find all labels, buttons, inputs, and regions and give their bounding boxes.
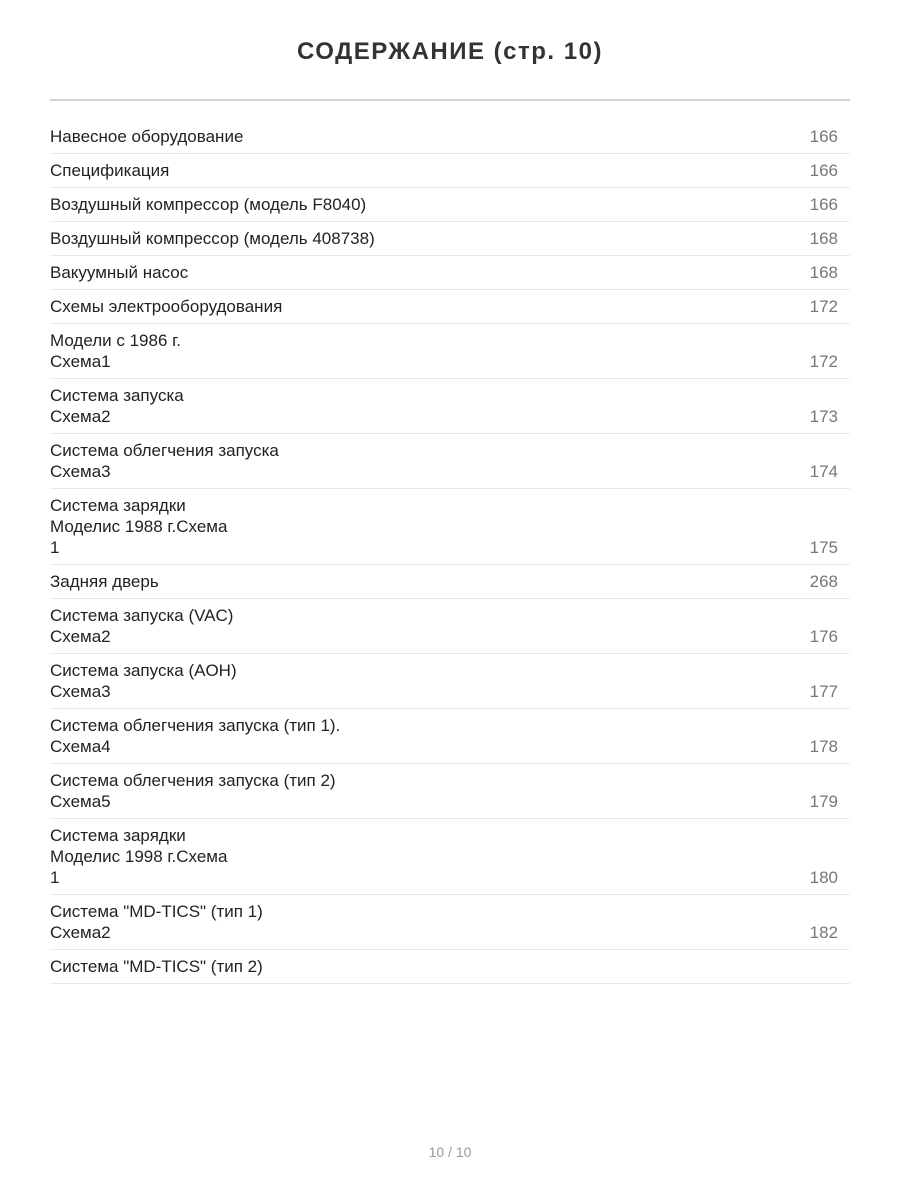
- toc-page-number: 172: [809, 352, 838, 371]
- toc-row: [50, 324, 850, 379]
- toc-page-number: 168: [809, 229, 838, 248]
- toc-page-number: 176: [809, 627, 838, 646]
- toc-entry-text: Система запуска (AOH) Схема3: [50, 661, 237, 701]
- toc-entry-text: Навесное оборудование: [50, 127, 244, 146]
- toc-page-number: 168: [809, 263, 838, 282]
- page-counter: 10 / 10: [428, 1144, 472, 1160]
- toc-entry-text: Модели с 1986 г. Схема1: [50, 331, 181, 371]
- toc-entry-text: Система "MD-TICS" (тип 1) Схема2: [50, 902, 263, 942]
- toc-row: [50, 489, 850, 565]
- toc-page-number: 180: [809, 868, 838, 887]
- toc-page-number: 174: [809, 462, 838, 481]
- toc-entry-text: Система "MD-TICS" (тип 2): [50, 957, 263, 976]
- toc-row: [50, 950, 850, 984]
- toc-entry-text: Система запуска (VAC) Схема2: [50, 606, 234, 646]
- toc-page-number: 166: [809, 127, 838, 146]
- toc-row: [50, 709, 850, 764]
- toc-page-number: 179: [809, 792, 838, 811]
- toc-page-number: 177: [809, 682, 838, 701]
- toc-entry-text: Задняя дверь: [50, 572, 159, 591]
- toc-page-number: 268: [809, 572, 838, 591]
- toc-entry-text: Вакуумный насос: [50, 263, 189, 282]
- toc-page-number: 173: [809, 407, 838, 426]
- toc-row: [50, 764, 850, 819]
- toc-entry-text: Воздушный компрессор (модель 408738): [50, 229, 375, 248]
- toc-row: [50, 290, 850, 324]
- toc-entry-text: Схемы электрооборудования: [50, 297, 283, 316]
- toc-row: [50, 654, 850, 709]
- toc-entry-text: Спецификация: [50, 161, 170, 180]
- toc-row: [50, 434, 850, 489]
- toc-entry-text: Система облегчения запуска (тип 1). Схема4: [50, 716, 341, 756]
- toc-entry-text: Воздушный компрессор (модель F8040): [50, 195, 367, 214]
- toc-row: [50, 120, 850, 154]
- toc-row: [50, 565, 850, 599]
- toc-row: [50, 895, 850, 950]
- toc-row: [50, 819, 850, 895]
- toc-entry-text: Система облегчения запуска (тип 2) Схема5: [50, 771, 336, 811]
- toc-page-number: 166: [809, 161, 838, 180]
- toc-entry-text: Система зарядки Моделис 1998 г.Схема 1: [50, 826, 228, 887]
- toc-page-number: 178: [809, 737, 838, 756]
- toc-row: [50, 154, 850, 188]
- toc-page-number: 182: [809, 923, 838, 942]
- toc-entry-text: Система облегчения запуска Схема3: [50, 441, 279, 481]
- title-divider: [50, 99, 850, 101]
- toc-row: [50, 222, 850, 256]
- toc-entry-text: Система запуска Схема2: [50, 386, 184, 426]
- page-title: СОДЕРЖАНИЕ (стр. 10): [297, 38, 603, 65]
- toc-page-number: 166: [809, 195, 838, 214]
- toc-row: [50, 379, 850, 434]
- toc-page-number: 172: [809, 297, 838, 316]
- toc-row: [50, 188, 850, 222]
- toc-entry-text: Система зарядки Моделис 1988 г.Схема 1: [50, 496, 228, 557]
- toc-page-number: 175: [809, 538, 838, 557]
- toc-row: [50, 599, 850, 654]
- toc-list: [50, 120, 850, 984]
- toc-row: [50, 256, 850, 290]
